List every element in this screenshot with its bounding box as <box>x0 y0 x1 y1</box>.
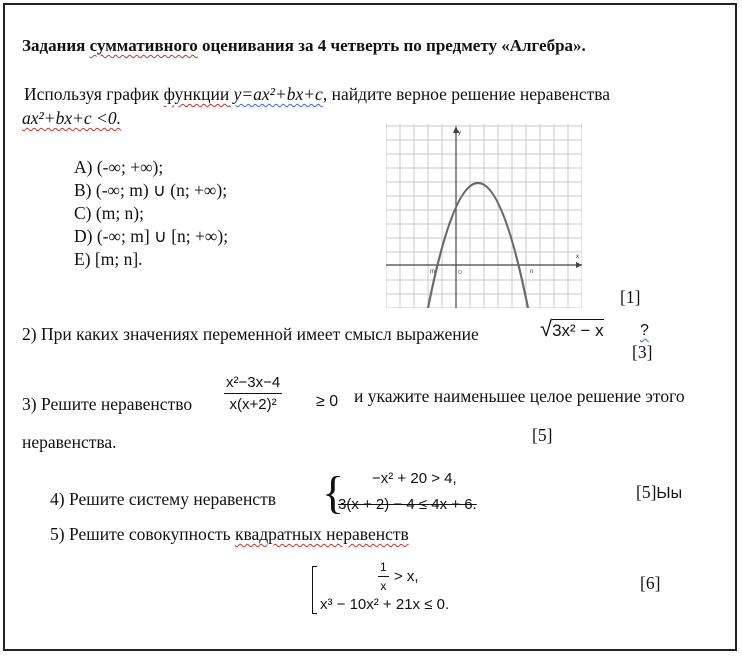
task2-qmark: ? <box>640 322 649 339</box>
task1-line1: Используя график функции y=ax²+bx+c, найдите верное решение неравенства <box>24 84 611 104</box>
origin-label: O <box>458 270 462 276</box>
task5-eq1-rest: > x, <box>394 568 419 585</box>
title-prefix: Задания <box>22 36 90 55</box>
task2-score: [3] <box>632 342 653 362</box>
option-d[interactable]: D) (-∞; m] ∪ [n; +∞); <box>74 226 229 246</box>
title-suffix: оценивания за 4 четверть по предмету «Алгебра». <box>197 36 586 55</box>
option-a[interactable]: A) (-∞; +∞); <box>74 157 164 177</box>
option-c[interactable]: C) (m; n); <box>74 203 144 223</box>
task4-eq2: 3(x + 2) − 4 ≤ 4x + 6. <box>338 496 477 513</box>
task3-prefix: 3) Решите неравенство <box>22 394 193 414</box>
task1-line2: ax²+bx+c <0. <box>22 108 121 128</box>
x-axis-label: x <box>576 254 579 260</box>
task5-eq2: x³ − 10x² + 21x ≤ 0. <box>320 596 450 613</box>
task4-eq1: −x² + 20 > 4, <box>372 470 457 487</box>
task3-denominator: x(x+2)² <box>229 396 277 413</box>
task4-score: [5]Ыы <box>636 482 683 502</box>
task5-eq1-fraction: $\frac{1}{x}$ <box>380 560 387 593</box>
title-underlined: суммативного <box>89 36 198 55</box>
task3-relation: ≥ 0 <box>316 393 339 410</box>
task4-text: 4) Решите систему неравенств <box>50 489 276 509</box>
task1-score: [1] <box>620 287 641 307</box>
parabola-graph <box>386 124 582 308</box>
x-axis-arrow-icon <box>576 262 582 268</box>
task5-text: 5) Решите совокупность квадратных неравенств <box>50 524 409 544</box>
page-title <box>22 36 586 56</box>
task3-numerator: x²−3x−4 <box>224 374 282 394</box>
option-b[interactable]: B) (-∞; m) ∪ (n; +∞); <box>74 180 228 200</box>
system-brace-icon: { <box>322 467 345 518</box>
root-n-label: n <box>530 269 534 275</box>
collection-bracket-icon <box>312 566 317 614</box>
task3-fraction <box>224 374 282 413</box>
sqrt-icon: √ <box>540 316 553 341</box>
y-axis-label: y <box>458 130 461 136</box>
task3-score: [5] <box>532 425 553 445</box>
task3-suffix: и укажите наименьшее целое решение этого <box>354 386 685 406</box>
task3-line2: неравенства. <box>22 432 117 452</box>
root-m-label: m <box>430 269 435 275</box>
graph-grid <box>386 124 582 308</box>
task2-text: 2) При каких значениях переменной имеет смысл выражение <box>22 324 479 344</box>
task5-score: [6] <box>640 573 661 593</box>
option-e[interactable]: E) [m; n]. <box>74 249 143 269</box>
task2-sqrt: √3x² − x <box>540 316 604 341</box>
parabola-curve <box>428 183 528 308</box>
